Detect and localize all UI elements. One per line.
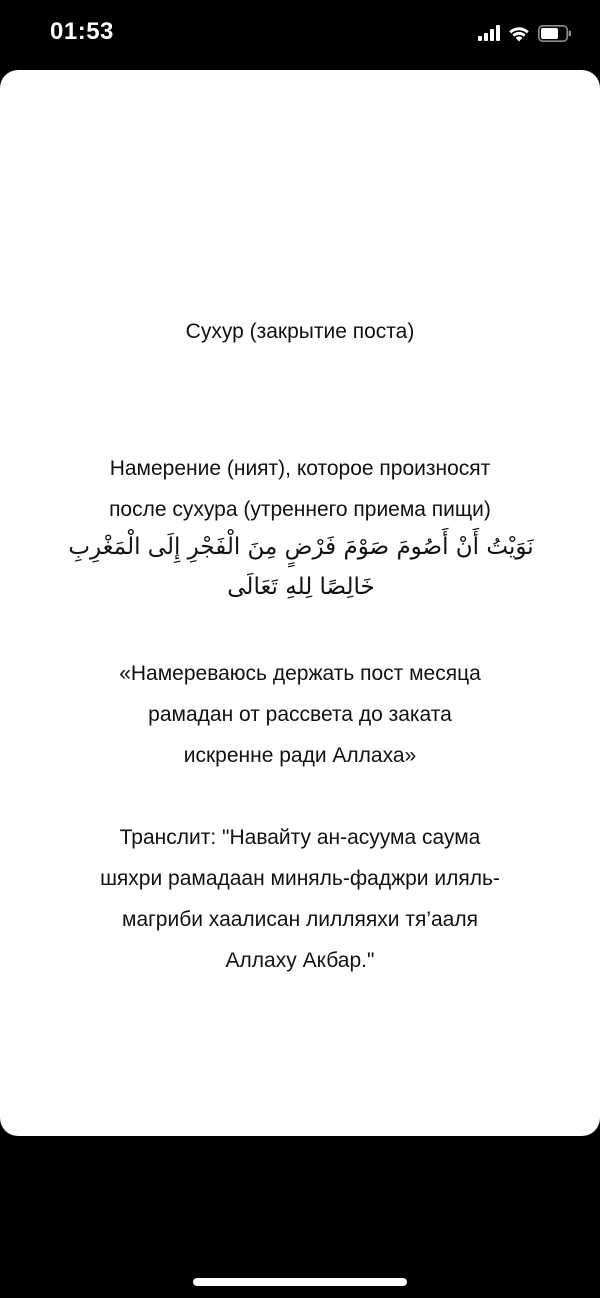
title-text: Сухур (закрытие поста)	[185, 320, 415, 343]
battery-icon	[538, 25, 572, 42]
status-bar	[0, 0, 600, 64]
translation-paragraph	[40, 653, 560, 776]
page-title	[40, 311, 560, 352]
arabic-text: نَوَيْتُ أَنْ أَصُومَ صَوْمَ فَرْضٍ مِنَ الْفَجْرِ إِلَى الْمَغْرِبِ خَالِصًا لِلهِ تَعَالَى	[68, 534, 534, 600]
intent-line: после сухура (утреннего приема пищи)	[109, 498, 491, 521]
status-icons	[478, 22, 572, 44]
cellular-signal-icon	[478, 25, 500, 41]
translation-line: «Намереваюсь держать пост месяца	[119, 662, 481, 685]
home-indicator[interactable]	[193, 1278, 407, 1286]
translation-line: рамадан от рассвета до заката	[148, 703, 452, 726]
intent-line: Намерение (ният), которое произносят	[109, 457, 491, 480]
translit-line: Аллаху Акбар."	[225, 949, 375, 972]
translation-line: искренне ради Аллаха»	[183, 744, 417, 767]
translit-line: Транслит: "Навайту ан-асуума саума	[119, 826, 481, 849]
content-sheet[interactable]	[0, 70, 600, 1136]
translit-line: шяхри рамадаан миняль-фаджри иляль-	[100, 867, 500, 890]
translit-line: магриби хаалисан лилляяхи тя’ааля	[122, 908, 478, 931]
status-time: 01:53	[50, 18, 114, 45]
wifi-icon	[508, 25, 530, 42]
intent-paragraph	[40, 448, 560, 530]
transliteration-paragraph	[40, 817, 560, 981]
